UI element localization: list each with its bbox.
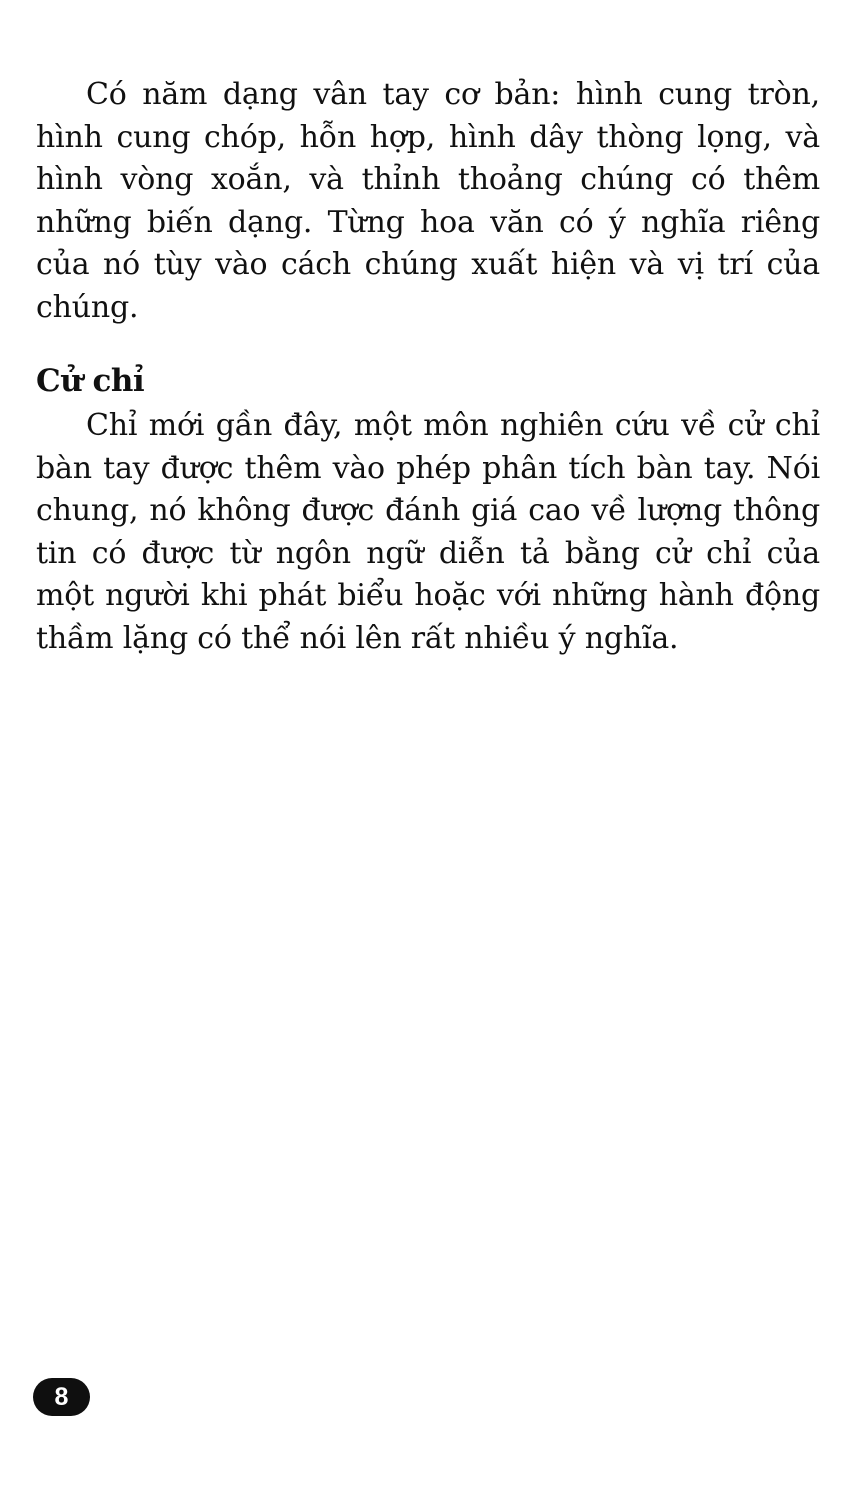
page-number-badge: 8 xyxy=(33,1378,90,1416)
section-heading: Cử chỉ xyxy=(36,363,145,399)
body-paragraph: Có năm dạng vân tay cơ bản: hình cung tròn, hình cung chóp, hỗn hợp, hình dây thòng lọng, và hình vòng xoắn, và thỉnh thoảng chúng có thêm những biến dạng. Từng hoa văn có ý nghĩa riêng của nó tùy vào cách chúng xuất hiện và vị trí của chúng. xyxy=(36,77,820,325)
body-paragraph: Chỉ mới gần đây, một môn nghiên cứu về cử chỉ bàn tay được thêm vào phép phân tích bàn tay. Nói chung, nó không được đánh giá cao về lượng thông tin có được từ ngôn ngữ diễn tả bằng cử chỉ của một người khi phát biểu hoặc với những hành động thầm lặng có thể nói lên rất nhiều ý nghĩa. xyxy=(36,408,820,656)
page-content xyxy=(36,74,820,660)
